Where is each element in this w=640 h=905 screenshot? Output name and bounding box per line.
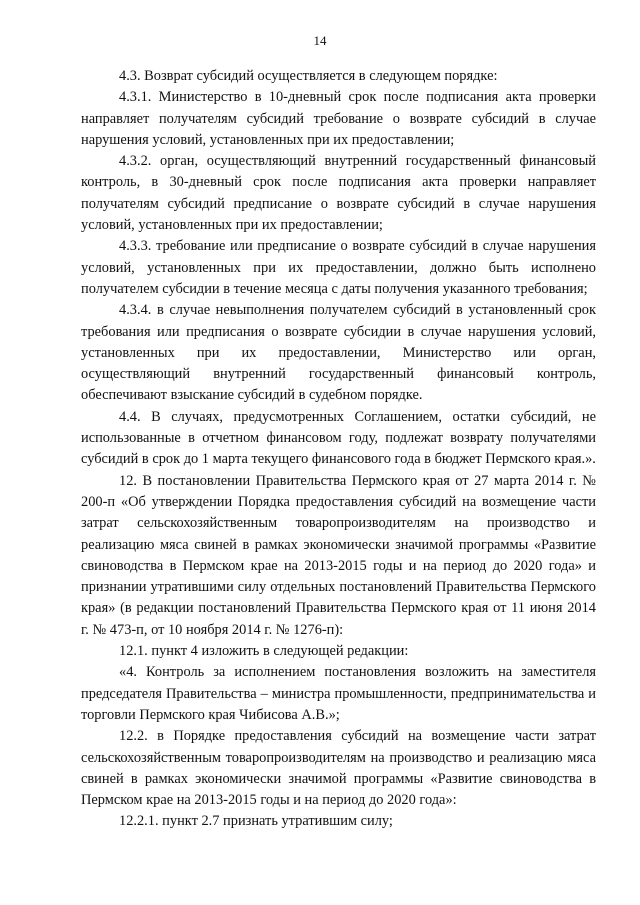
paragraph-4-3-4: 4.3.4. в случае невыполнения получателем субсидий в установленный срок требования или предписания о возврате субсидии в случае нарушения условий, установленных при их предоставлении, Министерство или орган, осуществляющий внутренний государственный финансовый контроль, обеспечивают взыскание субсидий в судебном порядке. xyxy=(81,302,596,404)
document-body xyxy=(81,66,596,833)
paragraph-4-4: 4.4. В случаях, предусмотренных Соглашением, остатки субсидий, не использованные в отчетном финансовом году, подлежат возврату получателями субсидий в срок до 1 марта текущего финансового года в бюджет Пермского края.». xyxy=(81,408,596,468)
paragraph-12-2-1: 12.2.1. пункт 2.7 признать утратившим силу; xyxy=(119,813,393,830)
paragraph-4-3: 4.3. Возврат субсидий осуществляется в следующем порядке: xyxy=(119,68,498,84)
paragraph-12: 12. В постановлении Правительства Пермского края от 27 марта 2014 г. № 200-п «Об утверждении Порядка предоставления субсидий на возмещение части затрат сельскохозяйственным товаропроизводителям на производство и реализацию мяса свиней в рамках экономически значимой программы «Развитие свиноводства в Пермском крае на 2013-2015 годы и на период до 2020 года» и признании утратившими силу отдельных постановлений Правительства Пермского края» (в редакции постановлений Правительства Пермского края от 11 июня 2014 г. № 473-п, от 10 ноября 2014 г. № 1276-п): xyxy=(81,472,596,638)
paragraph-quote-4: «4. Контроль за исполнением постановления возложить на заместителя председателя Правительства – министра промышленности, предпринимательства и торговли Пермского края Чибисова А.В.»; xyxy=(81,664,596,723)
paragraph-4-3-3: 4.3.3. требование или предписание о возврате субсидий в случае нарушения условий, установленных при их предоставлении, должно быть исполнено получателем субсидии в течение месяца с даты получения указанного требования; xyxy=(81,238,596,297)
paragraph-12-1: 12.1. пункт 4 изложить в следующей редакции: xyxy=(119,643,409,660)
paragraph-4-3-1: 4.3.1. Министерство в 10-дневный срок после подписания акта проверки направляет получателям субсидий требование о возврате субсидий в случае нарушения условий, установленных при их предоставлении; xyxy=(81,89,596,148)
page-number: 14 xyxy=(313,33,327,48)
paragraph-4-3-2: 4.3.2. орган, осуществляющий внутренний государственный финансовый контроль, в 30-дневный срок после подписания акта проверки направляет получателям субсидий предписание о возврате субсидий в случае нарушения условий, установленных при их предоставлении; xyxy=(81,153,596,234)
paragraph-12-2: 12.2. в Порядке предоставления субсидий на возмещение части затрат сельскохозяйственным товаропроизводителям на производство и реализацию мяса свиней в рамках экономически значимой программы «Развитие свиноводства в Пермском крае на 2013-2015 годы и на период до 2020 года»: xyxy=(81,728,596,809)
